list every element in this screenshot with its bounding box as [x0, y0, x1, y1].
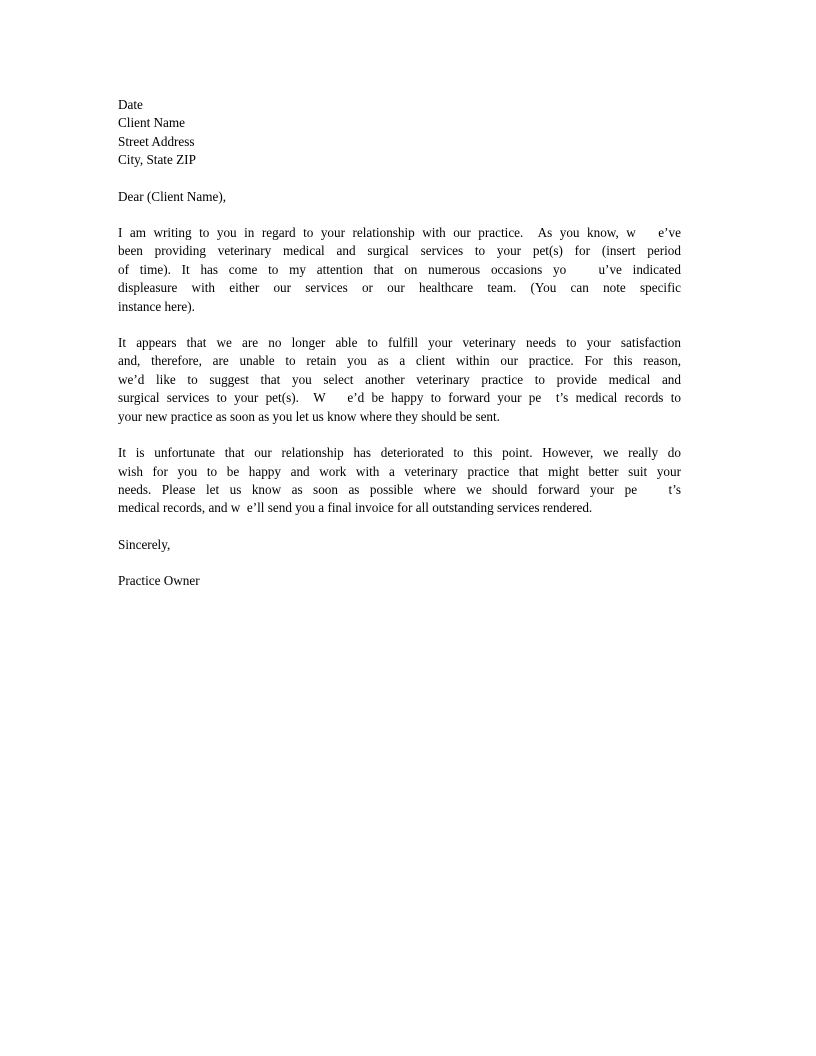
paragraph-1-line-2: been providing veterinary medical and surgical services to your pet(s) for (insert period — [118, 243, 681, 259]
paragraph-3-line-1: It is unfortunate that our relationship has deteriorated to this point. However, we really do — [118, 445, 681, 461]
paragraph-3-line-4: medical records, and w e’ll send you a final invoice for all outstanding services rendered. — [118, 500, 593, 516]
paragraph-3-line-2: wish for you to be happy and work with a veterinary practice that might better suit your — [118, 463, 681, 479]
signature-block — [118, 572, 681, 590]
salutation: Dear (Client Name), — [118, 188, 227, 204]
address-line-date: Date — [118, 97, 143, 112]
recipient-address-block — [118, 96, 681, 170]
closing-block — [118, 536, 681, 554]
address-line-client-name: Client Name — [118, 115, 186, 131]
letter-body — [118, 96, 681, 591]
signer-name: Practice Owner — [118, 573, 200, 589]
address-line-street: Street Address — [118, 133, 195, 149]
paragraph-1 — [118, 224, 681, 316]
paragraph-1-line-4: displeasure with either our services or our healthcare team. (You can note specific — [118, 280, 681, 296]
paragraph-2-line-2: and, therefore, are unable to retain you as a client within our practice. For this reason, — [118, 353, 681, 369]
paragraph-1-line-1: I am writing to you in regard to your relationship with our practice. As you know, w e’ve — [118, 225, 681, 241]
paragraph-2-line-4: surgical services to your pet(s). W e’d be happy to forward your pe t’s medical records to — [118, 390, 681, 406]
address-line-city-state-zip: City, State ZIP — [118, 152, 196, 168]
paragraph-3-line-3: needs. Please let us know as soon as possible where we should forward your pe t’s — [118, 481, 681, 497]
paragraph-2-line-3: we’d like to suggest that you select another veterinary practice to provide medical and — [118, 371, 681, 387]
paragraph-2-line-1: It appears that we are no longer able to fulfill your veterinary needs to your satisfaction — [118, 335, 681, 351]
paragraph-2-line-5: your new practice as soon as you let us know where they should be sent. — [118, 408, 500, 424]
paragraph-2 — [118, 334, 681, 426]
closing-salutation: Sincerely, — [118, 536, 171, 552]
paragraph-1-line-3: of time). It has come to my attention that on numerous occasions yo u’ve indicated — [118, 261, 681, 277]
paragraph-1-line-5: instance here). — [118, 298, 195, 314]
paragraph-3 — [118, 444, 681, 518]
salutation-block — [118, 188, 681, 206]
